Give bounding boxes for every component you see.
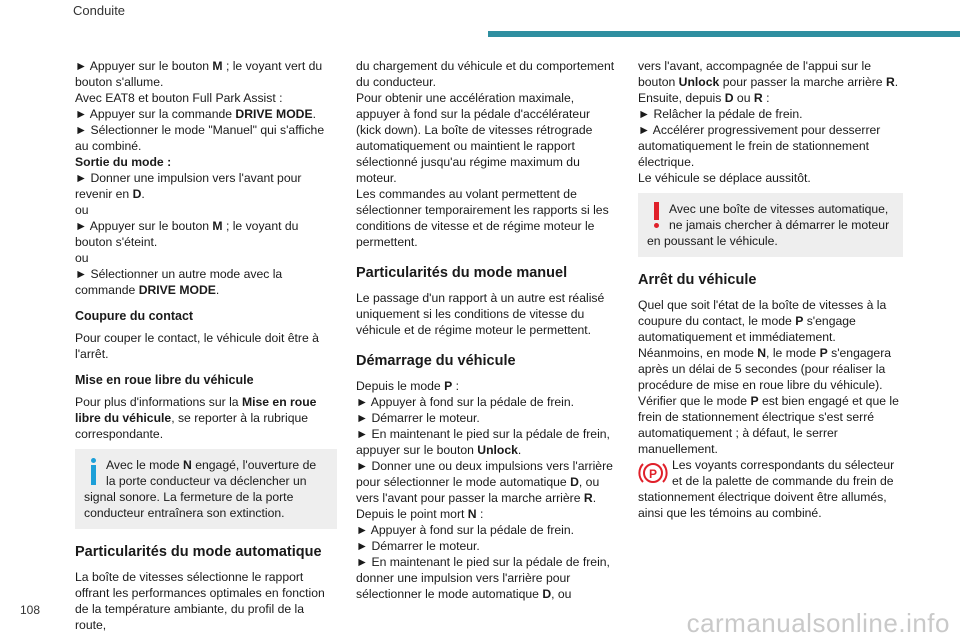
paragraph: Pour couper le contact, le véhicule doit être à l'arrêt. — [75, 331, 319, 361]
watermark: carmanualsonline.info — [686, 608, 950, 638]
paragraph: ► Appuyer sur le bouton M ; le voyant vert du bouton s'allume. — [75, 59, 323, 89]
parking-brake-note — [638, 457, 903, 521]
paragraph: ► Appuyer sur le bouton M ; le voyant du bouton s'éteint. — [75, 219, 299, 249]
paragraph: Les commandes au volant permettent de sélectionner temporairement les rapports si les conditions de vitesse et de régime moteur le permettent. — [356, 187, 609, 249]
paragraph: ► Sélectionner un autre mode avec la commande DRIVE MODE. — [75, 267, 283, 297]
column-1 — [75, 58, 337, 633]
paragraph: ► Accélérer progressivement pour desserrer automatiquement le frein de stationnement électrique. — [638, 123, 881, 169]
paragraph: Depuis le point mort N : — [356, 507, 484, 521]
paragraph: vers l'avant, accompagnée de l'appui sur le bouton Unlock pour passer la marche arrière R. — [638, 59, 899, 89]
svg-text:P: P — [648, 467, 658, 481]
paragraph: ► Donner une ou deux impulsions vers l'arrière pour sélectionner le mode automatique D, ou vers l'avant pour passer la marche arrière R. — [356, 459, 613, 505]
paragraph: Sortie du mode : — [75, 155, 172, 169]
parking-brake-icon — [638, 459, 668, 487]
info-icon — [84, 457, 104, 489]
info-note: Avec le mode N engagé, l'ouverture de la porte conducteur va déclencher un signal sonore. La fermeture de la porte conducteur entraînera son extinction. — [75, 449, 337, 529]
paragraph: du chargement du véhicule et du comportement du conducteur. — [356, 59, 615, 89]
paragraph: Pour obtenir une accélération maximale, appuyer à fond sur la pédale d'accélérateur (kick down). La boîte de vitesses rétrograde automatiquement ou maintient le rapport sélectionné jusqu'au régime maximum du moteur. — [356, 91, 593, 185]
column-2 — [356, 58, 618, 602]
paragraph: ► Sélectionner le mode "Manuel" qui s'affiche au combiné. — [75, 123, 325, 153]
paragraph: La boîte de vitesses sélectionne le rapport offrant les performances optimales en fonction de la température ambiante, du profil de la route, — [75, 570, 325, 632]
section-heading: Particularités du mode automatique — [75, 544, 322, 560]
paragraph: ou — [75, 203, 89, 217]
column-3 — [638, 58, 903, 521]
paragraph: ► Donner une impulsion vers l'avant pour revenir en D. — [75, 171, 302, 201]
paragraph: ► Démarrer le moteur. — [356, 539, 480, 553]
paragraph: Néanmoins, en mode N, le mode P s'engagera après un délai de 5 secondes (pour réaliser la procédure de mise en roue libre du véhicule). — [638, 346, 892, 392]
paragraph: Le passage d'un rapport à un autre est réalisé uniquement si les conditions de vitesse du véhicule et de régime moteur le permettent. — [356, 291, 605, 337]
paragraph: ou — [75, 251, 89, 265]
paragraph: ► En maintenant le pied sur la pédale de frein, appuyer sur le bouton Unlock. — [356, 427, 610, 457]
paragraph: ► Démarrer le moteur. — [356, 411, 480, 425]
warning-note: Avec une boîte de vitesses automatique, ne jamais chercher à démarrer le moteur en poussant le véhicule. — [638, 193, 903, 257]
section-heading: Coupure du contact — [75, 309, 194, 323]
warning-icon — [647, 201, 667, 233]
paragraph: Depuis le mode P : — [356, 379, 459, 393]
paragraph: Les voyants correspondants du sélecteur et de la palette de commande du frein de stationnement électrique doivent être allumés, ainsi que les témoins au combiné. — [638, 458, 895, 520]
section-heading: Démarrage du véhicule — [356, 353, 516, 369]
section-heading: Mise en roue libre du véhicule — [75, 373, 254, 387]
running-header: Conduite — [73, 3, 126, 18]
paragraph: Vérifier que le mode P est bien engagé et que le frein de stationnement électrique s'est serré automatiquement ; à défaut, le serrer manuellement. — [638, 394, 899, 456]
page-number: 108 — [20, 603, 41, 617]
paragraph: ► Appuyer sur la commande DRIVE MODE. — [75, 107, 317, 121]
section-heading: Arrêt du véhicule — [638, 272, 757, 288]
paragraph: Avec EAT8 et bouton Full Park Assist : — [75, 91, 283, 105]
paragraph: Le véhicule se déplace aussitôt. — [638, 171, 811, 185]
paragraph: Pour plus d'informations sur la Mise en roue libre du véhicule, se reporter à la rubrique correspondante. — [75, 395, 317, 441]
paragraph: Quel que soit l'état de la boîte de vitesses à la coupure du contact, le mode P s'engage automatiquement et immédiatement. — [638, 298, 887, 344]
paragraph: ► En maintenant le pied sur la pédale de frein, donner une impulsion vers l'arrière pour sélectionner le mode automatique D, ou — [356, 555, 610, 601]
paragraph: ► Appuyer à fond sur la pédale de frein. — [356, 395, 575, 409]
paragraph: ► Relâcher la pédale de frein. — [638, 107, 803, 121]
header-accent-bar — [488, 31, 960, 37]
paragraph: ► Appuyer à fond sur la pédale de frein. — [356, 523, 575, 537]
paragraph: Ensuite, depuis D ou R : — [638, 91, 770, 105]
section-heading: Particularités du mode manuel — [356, 265, 568, 281]
